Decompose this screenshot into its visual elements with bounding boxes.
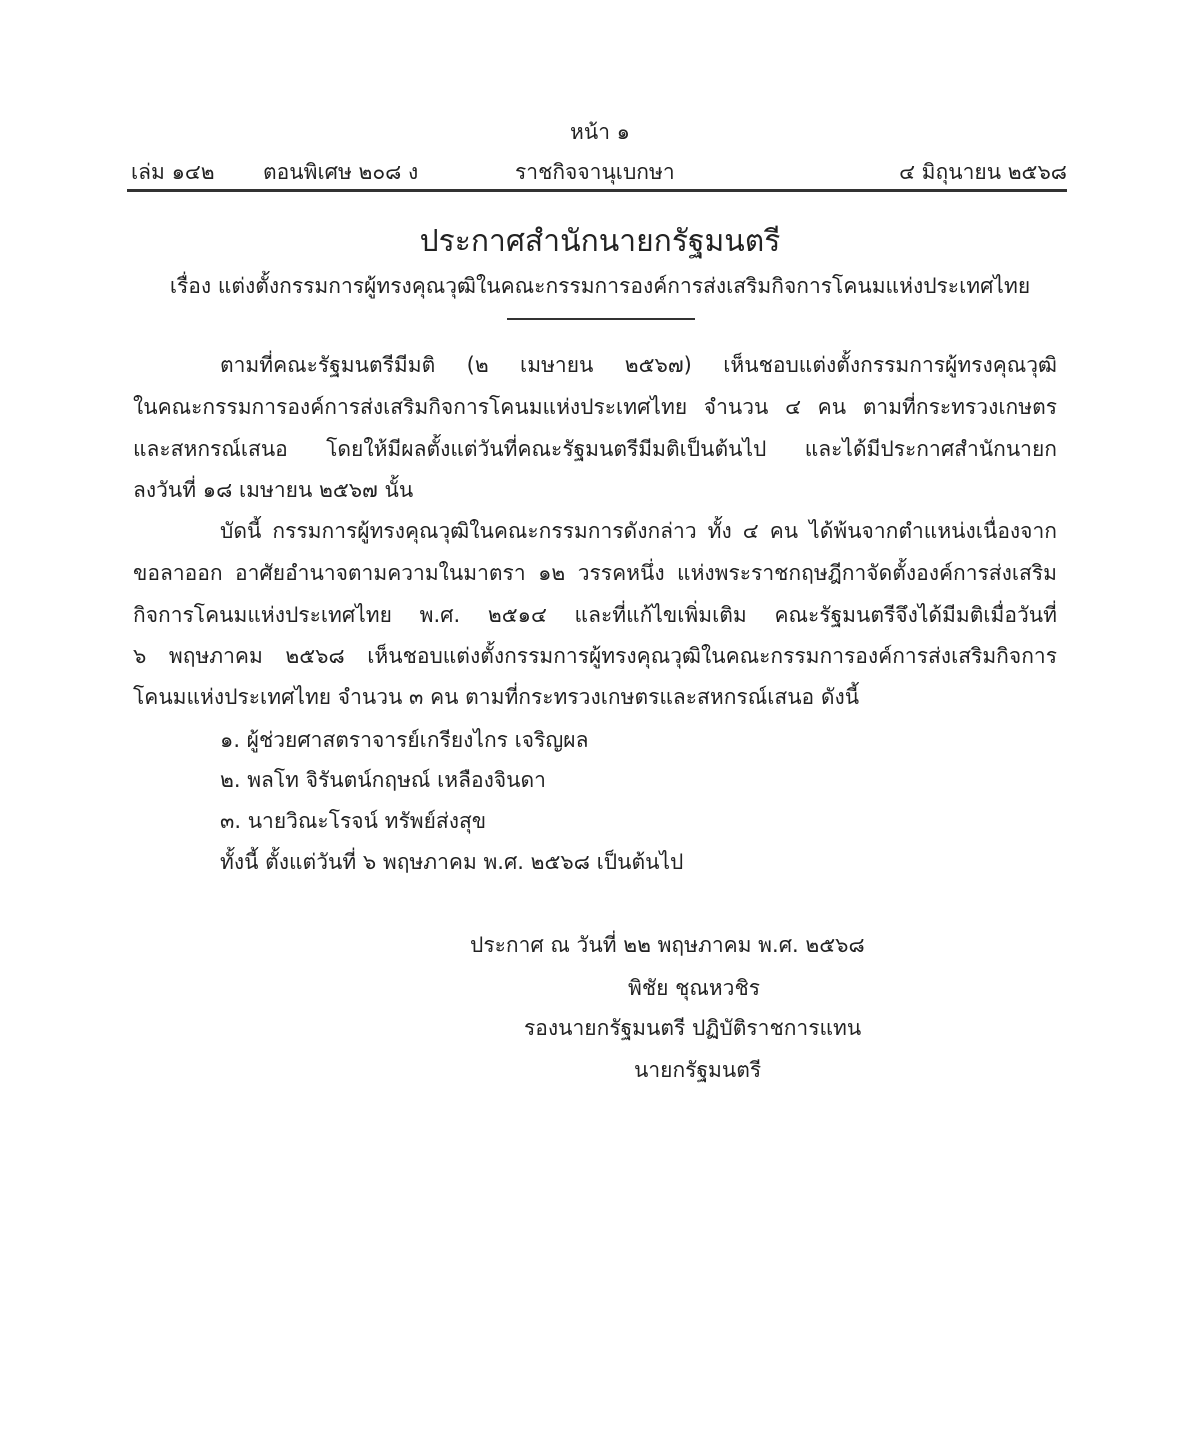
page-number: หน้า ๑ xyxy=(570,120,630,144)
effective-date: ทั้งนี้ ตั้งแต่วันที่ ๖ พฤษภาคม พ.ศ. ๒๕๖๘ เป็นต้นไป xyxy=(220,850,684,874)
signatory-position: รองนายกรัฐมนตรี ปฏิบัติราชการแทน xyxy=(524,1016,862,1040)
issue-date: ๔ มิถุนายน ๒๕๖๘ xyxy=(899,160,1067,184)
signatory-name: พิชัย ชุณหวชิร xyxy=(628,976,760,1000)
document-title: ประกาศสำนักนายกรัฐมนตรี xyxy=(419,224,781,259)
announced-date: ประกาศ ณ วันที่ ๒๒ พฤษภาคม พ.ศ. ๒๕๖๘ xyxy=(470,933,865,957)
paragraph-line: ๖ พฤษภาคม ๒๕๖๘ เห็นชอบแต่งตั้งกรรมการผู้ทรงคุณวุฒิในคณะกรรมการองค์การส่งเสริมกิจการ xyxy=(133,644,1057,668)
title-divider xyxy=(507,318,695,320)
document-subject: เรื่อง แต่งตั้งกรรมการผู้ทรงคุณวุฒิในคณะกรรมการองค์การส่งเสริมกิจการโคนมแห่งประเทศไทย xyxy=(169,274,1031,298)
member-item: ๓. นายวิณะโรจน์ ทรัพย์ส่งสุข xyxy=(220,809,487,833)
member-item: ๑. ผู้ช่วยศาสตราจารย์เกรียงไกร เจริญผล xyxy=(220,728,589,752)
paragraph-line: ขอลาออก อาศัยอำนาจตามความในมาตรา ๑๒ วรรคหนึ่ง แห่งพระราชกฤษฎีกาจัดตั้งองค์การส่งเสริม xyxy=(133,561,1057,585)
member-item: ๒. พลโท จิรันตน์กฤษณ์ เหลืองจินดา xyxy=(220,768,546,792)
issue: ตอนพิเศษ ๒๐๘ ง xyxy=(263,160,419,184)
paragraph-line: ในคณะกรรมการองค์การส่งเสริมกิจการโคนมแห่งประเทศไทย จำนวน ๔ คน ตามที่กระทรวงเกษตร xyxy=(133,395,1057,419)
paragraph-line: และสหกรณ์เสนอ โดยให้มีผลตั้งแต่วันที่คณะรัฐมนตรีมีมติเป็นต้นไป และได้มีประกาศสำนักนายก xyxy=(133,437,1057,461)
header-rule xyxy=(127,189,1067,192)
paragraph-line: บัดนี้ กรรมการผู้ทรงคุณวุฒิในคณะกรรมการดังกล่าว ทั้ง ๔ คน ได้พ้นจากตำแหน่งเนื่องจาก xyxy=(220,519,1057,543)
paragraph-line: โคนมแห่งประเทศไทย จำนวน ๓ คน ตามที่กระทรวงเกษตรและสหกรณ์เสนอ ดังนี้ xyxy=(133,685,860,709)
volume: เล่ม ๑๔๒ xyxy=(131,160,215,184)
paragraph-line: ลงวันที่ ๑๘ เมษายน ๒๕๖๗ นั้น xyxy=(133,478,414,502)
paragraph-line: กิจการโคนมแห่งประเทศไทย พ.ศ. ๒๕๑๔ และที่แก้ไขเพิ่มเติม คณะรัฐมนตรีจึงได้มีมติเมื่อวันที่ xyxy=(133,603,1057,627)
gazette-name: ราชกิจจานุเบกษา xyxy=(515,160,675,184)
signatory-position-2: นายกรัฐมนตรี xyxy=(634,1058,762,1082)
paragraph-line: ตามที่คณะรัฐมนตรีมีมติ (๒ เมษายน ๒๕๖๗) เห็นชอบแต่งตั้งกรรมการผู้ทรงคุณวุฒิ xyxy=(220,353,1057,377)
